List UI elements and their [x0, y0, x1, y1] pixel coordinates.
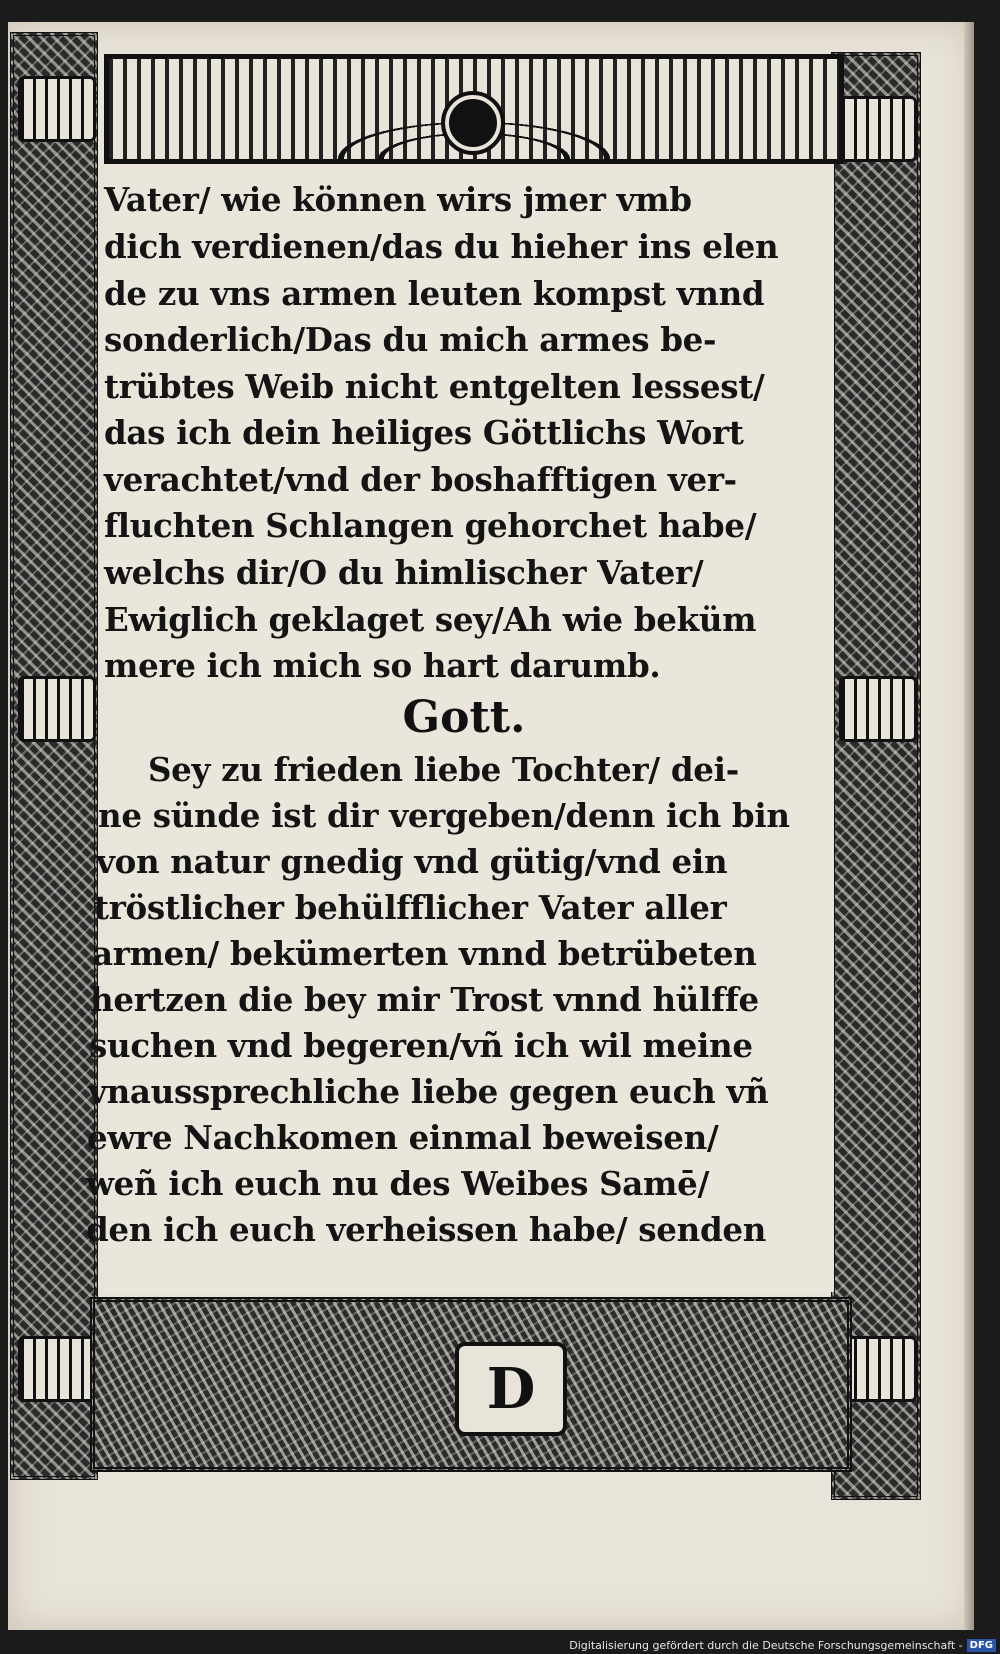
- top-ornament-band: [104, 54, 844, 164]
- text-line: trübtes Weib nicht entgelten lessest/: [104, 367, 765, 406]
- digitization-credit: [569, 1639, 996, 1652]
- text-line: verachtet/vnd der boshafftigen ver-: [104, 460, 737, 499]
- text-line: vnaussprechliche liebe gegen euch vñ: [88, 1072, 769, 1111]
- text-line: Sey zu frieden liebe Tochter/ dei-: [148, 750, 739, 789]
- text-block: [86, 164, 834, 1292]
- catchword-cartouche: [455, 1342, 567, 1436]
- ornament-boss-icon: [445, 95, 501, 151]
- text-line: ne sünde ist dir vergeben/denn ich bin: [98, 796, 790, 835]
- text-line: hertzen die bey mir Trost vnnd hülffe: [90, 980, 759, 1019]
- text-line: mere ich mich so hart darumb.: [104, 646, 661, 685]
- left-ornamental-column: [10, 32, 98, 1480]
- text-line: fluchten Schlangen gehorchet habe/: [104, 506, 757, 545]
- text-line: weñ ich euch nu des Weibes Samē/: [86, 1164, 710, 1203]
- text-line: den ich euch verheissen habe/ senden: [86, 1210, 767, 1249]
- text-line: welchs dir/O du himlischer Vater/: [104, 553, 704, 592]
- left-column-capital-middle: [18, 676, 96, 742]
- right-column-capital-top: [839, 96, 917, 162]
- text-line: Vater/ wie können wirs jmer vmb: [104, 180, 692, 219]
- text-line: ewre Nachkomen einmal beweisen/: [87, 1118, 719, 1157]
- speaker-heading: Gott.: [402, 692, 526, 743]
- text-line: das ich dein heiliges Göttlichs Wort: [104, 413, 744, 452]
- text-line: armen/ bekümerten vnnd betrübeten: [92, 934, 757, 973]
- credit-text: Digitalisierung gefördert durch die Deutsche Forschungsgemeinschaft -: [569, 1639, 963, 1652]
- text-line: de zu vns armen leuten kompst vnnd: [104, 274, 765, 313]
- right-column-capital-middle: [839, 676, 917, 742]
- text-line: von natur gnedig vnd gütig/vnd ein: [96, 842, 728, 881]
- dfg-logo-icon: DFG: [967, 1639, 996, 1652]
- text-line: sonderlich/Das du mich armes be-: [104, 320, 717, 359]
- left-column-capital-top: [18, 76, 96, 142]
- text-line: suchen vnd begeren/vñ ich wil meine: [89, 1026, 753, 1065]
- catchword: D: [486, 1356, 536, 1422]
- page-edge: [964, 22, 974, 1630]
- text-line: dich verdienen/das du hieher ins elen: [104, 227, 779, 266]
- left-column-base: [18, 1336, 96, 1402]
- bottom-ornament-band-cherubs: [90, 1297, 852, 1472]
- woodcut-frame: [8, 32, 923, 1492]
- text-line: Ewiglich geklaget sey/Ah wie beküm: [104, 600, 757, 639]
- text-line: tröstlicher behülfflicher Vater aller: [94, 888, 727, 927]
- book-page: [8, 22, 974, 1630]
